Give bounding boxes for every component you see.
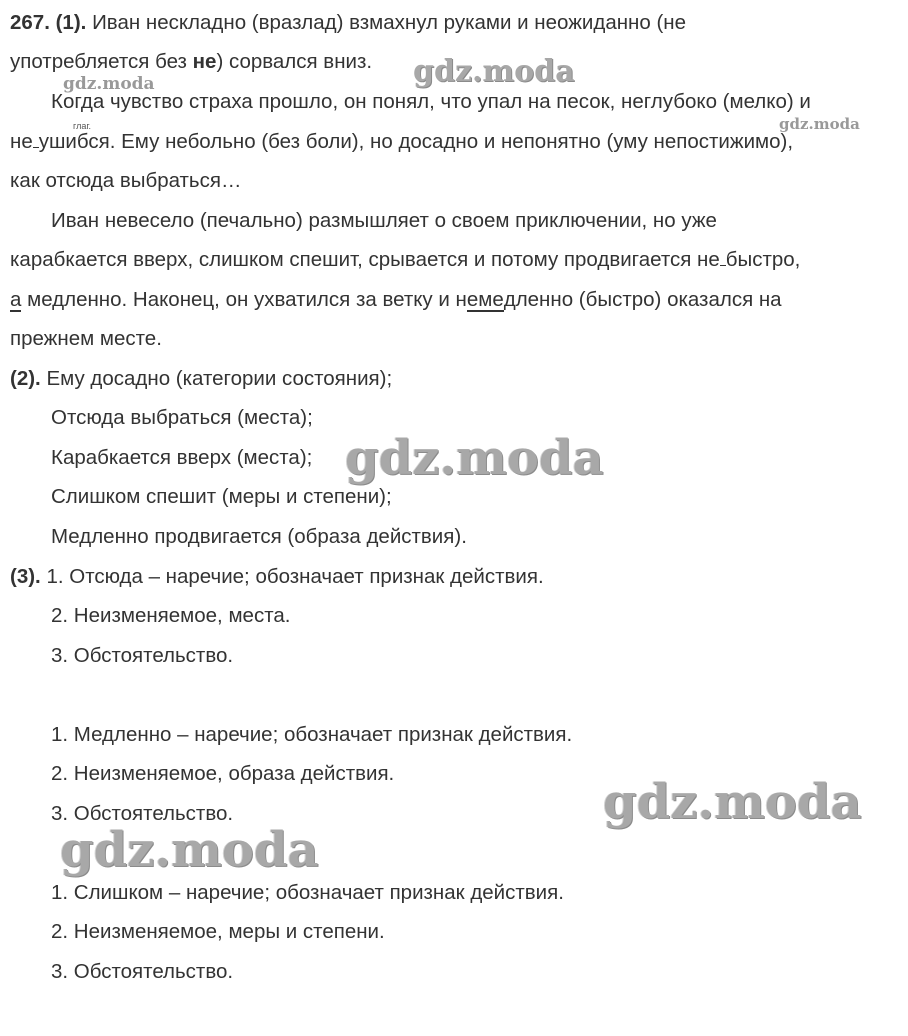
section-number: (2). bbox=[10, 367, 41, 390]
list-item: 2. Неизменяемое, меры и степени. bbox=[51, 920, 385, 943]
paragraph-line bbox=[10, 49, 372, 75]
text: быстро, bbox=[725, 248, 801, 271]
list-item: 1. Медленно – наречие; обозначает признак действия. bbox=[51, 723, 573, 746]
text: медленно. Наконец, он ухватился за ветку и н bbox=[21, 288, 467, 311]
list-item: Слишком спешит (меры и степени); bbox=[51, 485, 392, 508]
watermark: gdz.moda bbox=[60, 822, 319, 878]
annotation-note: глаг. bbox=[73, 121, 92, 131]
watermark: gdz.moda bbox=[63, 74, 155, 94]
watermark: gdz.moda bbox=[779, 115, 860, 133]
text: прежнем месте. bbox=[10, 327, 162, 350]
text: Иван невесело (печально) размышляет о своем приключении, но уже bbox=[51, 209, 717, 232]
exercise-number: 267. (1). bbox=[10, 11, 87, 34]
list-item: 3. Обстоятельство. bbox=[51, 802, 234, 825]
bold-particle: не bbox=[192, 50, 217, 73]
watermark: gdz.moda bbox=[345, 430, 604, 486]
paragraph-line bbox=[10, 10, 686, 36]
list-item: Ему досадно (категории состояния); bbox=[46, 367, 393, 390]
text: Иван нескладно (вразлад) взмахнул руками и неожиданно (не bbox=[92, 11, 687, 34]
text: карабкается вверх, слишком спешит, срывается и потому продвигается не bbox=[10, 248, 720, 271]
list-item: 2. Неизменяемое, места. bbox=[51, 604, 291, 627]
watermark: gdz.moda bbox=[413, 54, 575, 89]
section-line bbox=[10, 564, 544, 590]
list-item: Отсюда выбраться (места); bbox=[51, 406, 313, 429]
paragraph-line bbox=[10, 326, 162, 352]
watermark: gdz.moda bbox=[603, 774, 862, 830]
text: ушибся. Ему небольно (без боли), но досадно и непонятно (уму непостижимо), bbox=[38, 130, 794, 153]
conjunction-underlined: а bbox=[10, 288, 22, 311]
list-item: 3. Обстоятельство. bbox=[51, 960, 234, 983]
text: ) сорвался вниз. bbox=[216, 50, 373, 73]
list-item: 1. Отсюда – наречие; обозначает признак действия. bbox=[46, 565, 544, 588]
text: как отсюда выбраться… bbox=[10, 169, 242, 192]
paragraph-line bbox=[10, 129, 793, 155]
text: употребляется без bbox=[10, 50, 193, 73]
text: Когда чувство страха прошло, он понял, что упал на песок, неглубоко (мелко) и bbox=[51, 90, 811, 113]
text: не bbox=[10, 130, 33, 153]
section-line bbox=[10, 366, 392, 392]
list-item: Медленно продвигается (образа действия). bbox=[51, 525, 467, 548]
paragraph-line bbox=[10, 247, 800, 273]
text: дленно (быстро) оказался на bbox=[503, 288, 782, 311]
list-item: 1. Слишком – наречие; обозначает признак действия. bbox=[51, 881, 564, 904]
list-item: 3. Обстоятельство. bbox=[51, 644, 234, 667]
paragraph-line bbox=[51, 89, 811, 115]
morpheme-underlined: еме bbox=[466, 288, 504, 311]
paragraph-line bbox=[10, 168, 241, 194]
list-item: Карабкается вверх (места); bbox=[51, 446, 313, 469]
paragraph-line bbox=[10, 287, 782, 313]
list-item: 2. Неизменяемое, образа действия. bbox=[51, 762, 395, 785]
section-number: (3). bbox=[10, 565, 41, 588]
paragraph-line bbox=[51, 208, 717, 234]
